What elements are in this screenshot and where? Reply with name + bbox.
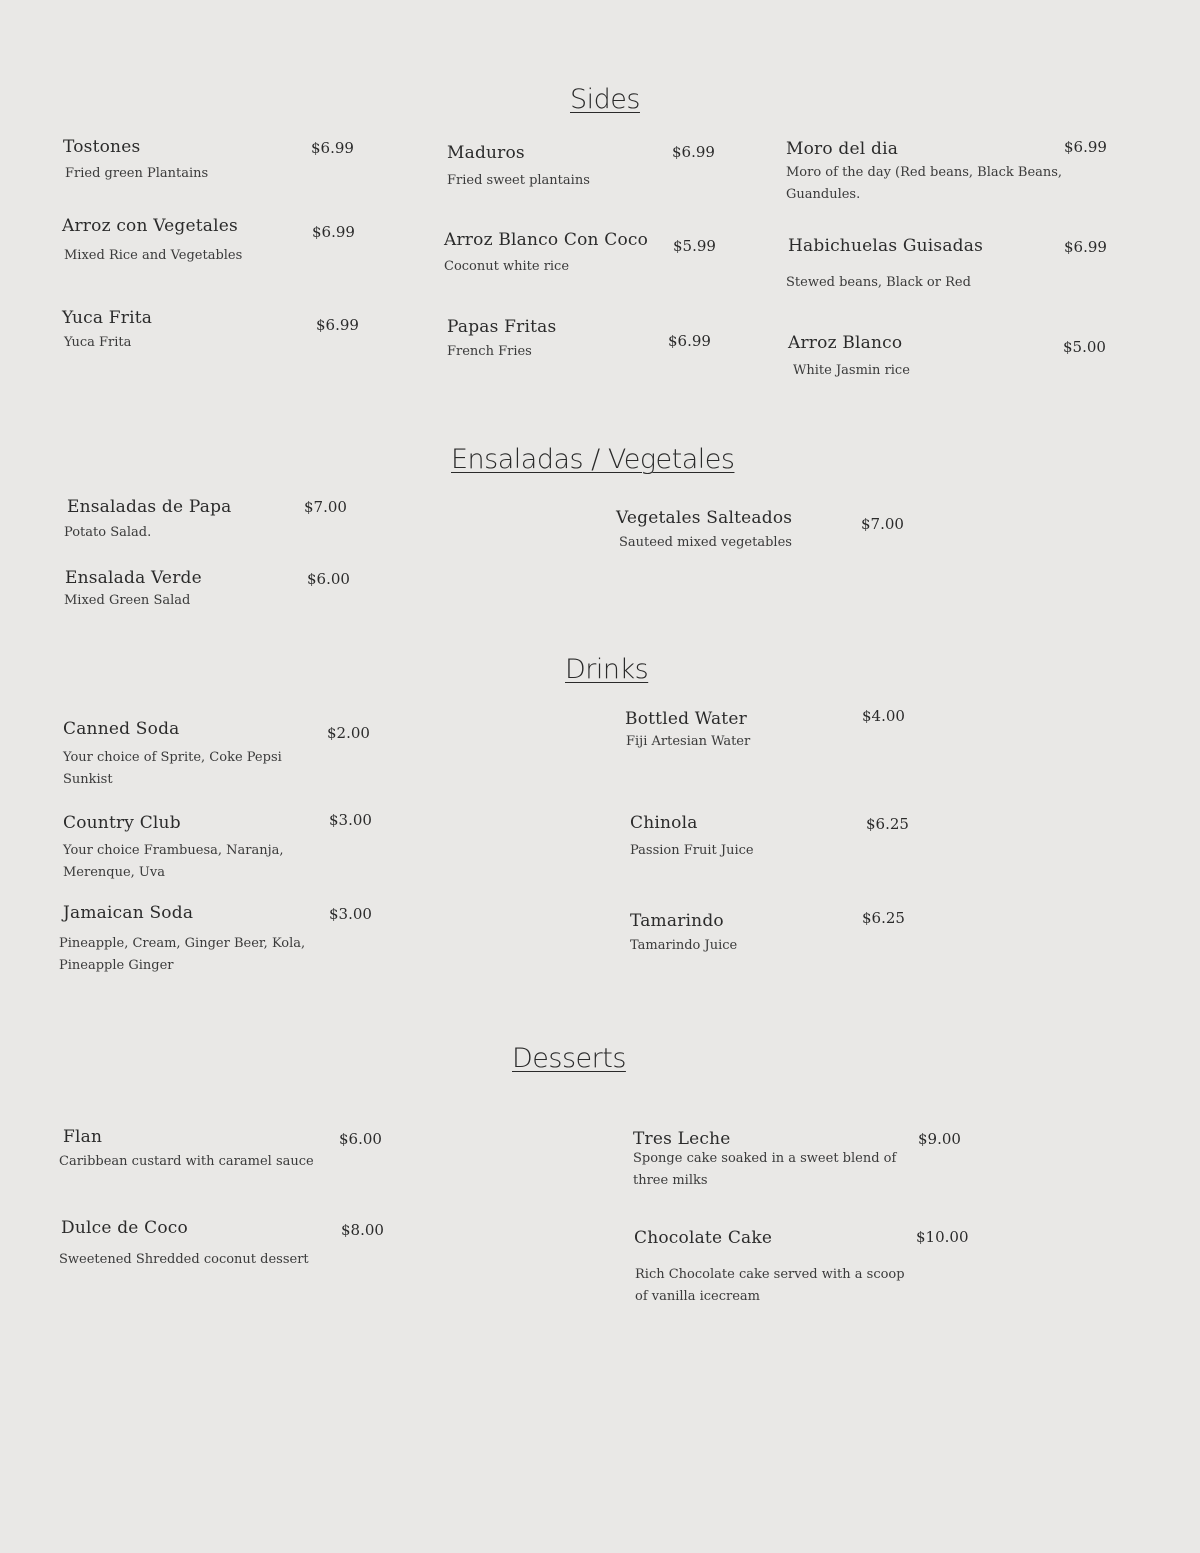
item-price: $6.99 — [1064, 238, 1107, 256]
item-name: Tamarindo — [630, 911, 724, 931]
item-name: Canned Soda — [63, 719, 180, 739]
item-price: $4.00 — [862, 707, 905, 725]
salads-heading: Ensaladas / Vegetales — [451, 444, 735, 475]
item-description: French Fries — [447, 344, 532, 359]
item-price: $5.99 — [673, 237, 716, 255]
item-description: Moro of the day (Red beans, Black Beans, Guandules. — [786, 165, 1063, 202]
item-description: Yuca Frita — [64, 335, 132, 350]
item-price: $2.00 — [327, 724, 370, 742]
item-price: $6.00 — [307, 570, 350, 588]
item-name: Arroz Blanco Con Coco — [444, 230, 649, 250]
item-price: $6.25 — [862, 909, 905, 927]
item-price: $9.00 — [918, 1130, 961, 1148]
item-description: Rich Chocolate cake served with a scoop of vanilla icecream — [635, 1267, 905, 1304]
item-name: Maduros — [447, 143, 525, 163]
item-description: Mixed Rice and Vegetables — [64, 248, 243, 263]
item-name: Yuca Frita — [62, 308, 153, 328]
item-price: $5.00 — [1063, 338, 1106, 356]
item-price: $3.00 — [329, 905, 372, 923]
item-name: Arroz Blanco — [788, 333, 903, 353]
item-description: Potato Salad. — [64, 525, 152, 540]
item-name: Country Club — [63, 813, 181, 833]
item-price: $6.99 — [668, 332, 711, 350]
item-name: Ensaladas de Papa — [67, 497, 232, 517]
item-description: Caribbean custard with caramel sauce — [59, 1154, 314, 1169]
item-price: $6.99 — [311, 139, 354, 157]
item-price: $8.00 — [341, 1221, 384, 1239]
item-description: Tamarindo Juice — [630, 938, 738, 953]
item-description: Stewed beans, Black or Red — [786, 275, 971, 290]
item-description: Fried green Plantains — [65, 166, 209, 181]
drinks-heading: Drinks — [565, 654, 649, 685]
item-price: $6.99 — [672, 143, 715, 161]
item-name: Tostones — [63, 137, 141, 157]
desserts-heading: Desserts — [512, 1043, 626, 1074]
item-price: $7.00 — [304, 498, 347, 516]
item-name: Ensalada Verde — [65, 568, 202, 588]
item-name: Arroz con Vegetales — [62, 216, 238, 236]
item-name: Moro del dia — [786, 139, 899, 159]
item-name: Chocolate Cake — [634, 1228, 773, 1248]
item-description: Mixed Green Salad — [64, 593, 191, 608]
item-description: White Jasmin rice — [793, 363, 910, 378]
item-description: Fried sweet plantains — [447, 173, 590, 188]
item-name: Bottled Water — [625, 709, 747, 729]
item-price: $6.99 — [316, 316, 359, 334]
item-description: Sweetened Shredded coconut dessert — [59, 1252, 309, 1267]
item-description: Sauteed mixed vegetables — [619, 535, 792, 550]
item-name: Flan — [63, 1127, 103, 1147]
item-price: $6.99 — [312, 223, 355, 241]
item-name: Jamaican Soda — [63, 903, 194, 923]
item-description: Pineapple, Cream, Ginger Beer, Kola, Pineapple Ginger — [59, 936, 306, 973]
item-description: Fiji Artesian Water — [626, 734, 751, 749]
item-name: Dulce de Coco — [61, 1218, 188, 1238]
item-description: Your choice of Sprite, Coke Pepsi Sunkist — [63, 750, 282, 787]
item-price: $10.00 — [916, 1228, 969, 1246]
item-description: Your choice Frambuesa, Naranja, Merenque, Uva — [63, 843, 284, 880]
item-name: Papas Fritas — [447, 317, 557, 337]
item-name: Habichuelas Guisadas — [788, 236, 984, 256]
item-name: Chinola — [630, 813, 698, 833]
item-price: $6.25 — [866, 815, 909, 833]
item-name: Vegetales Salteados — [616, 508, 793, 528]
sides-heading: Sides — [570, 84, 640, 115]
item-price: $6.99 — [1064, 138, 1107, 156]
item-description: Passion Fruit Juice — [630, 843, 754, 858]
item-price: $6.00 — [339, 1130, 382, 1148]
item-description: Sponge cake soaked in a sweet blend of three milks — [633, 1151, 897, 1188]
item-description: Coconut white rice — [444, 259, 570, 274]
item-name: Tres Leche — [633, 1129, 731, 1149]
item-price: $7.00 — [861, 515, 904, 533]
item-price: $3.00 — [329, 811, 372, 829]
